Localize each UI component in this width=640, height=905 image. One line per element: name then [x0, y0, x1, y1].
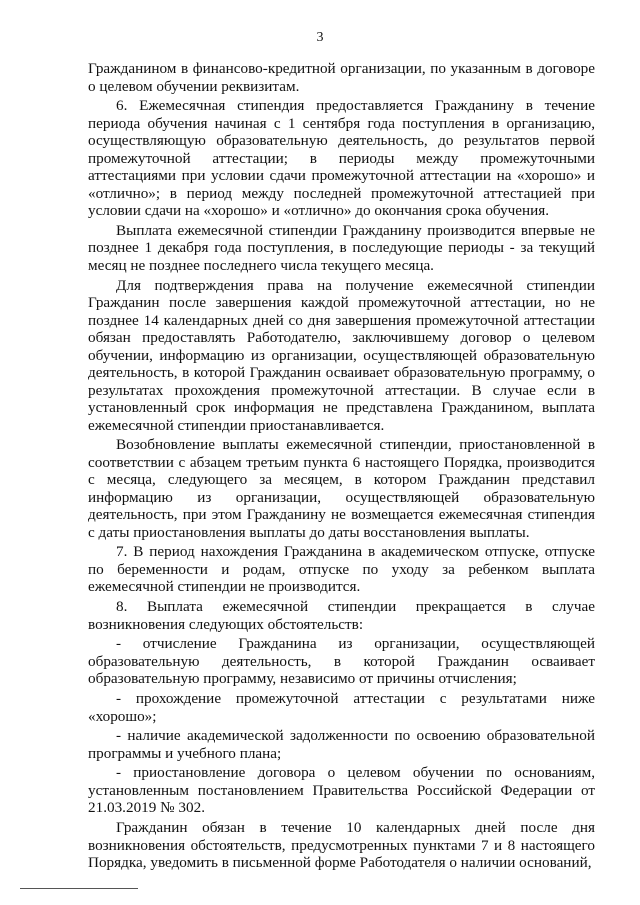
paragraph: 6. Ежемесячная стипендия предоставляется Гражданину в течение периода обучения начиная с 1 сентября года поступления в организацию, осуществляющую образовательную деятельность, до результатов первой промежуточной аттестации; в периоды между промежуточными аттестациями при условии сдачи промежуточной аттестации на «хорошо» и «отлично»; в период между последней промежуточной аттестацией при условии сдачи на «хорошо» и «отлично» до окончания срока обучения. — [88, 97, 595, 220]
paragraph: 7. В период нахождения Гражданина в академическом отпуске, отпуске по беременности и родам, отпуске по уходу за ребенком выплата ежемесячной стипендии не производится. — [88, 543, 595, 596]
paragraph: Гражданином в финансово-кредитной организации, по указанным в договоре о целевом обучении реквизитам. — [88, 60, 595, 95]
document-body — [88, 60, 595, 874]
list-item: - приостановление договора о целевом обучении по основаниям, установленным постановлением Правительства Российской Федерации от 21.03.2019 № 302. — [88, 764, 595, 817]
paragraph: Для подтверждения права на получение ежемесячной стипендии Гражданин после завершения каждой промежуточной аттестации, но не позднее 14 календарных дней со дня завершения промежуточной аттестации обязан предоставлять Работодателю, заключившему договор о целевом обучении, информацию из организации, осуществляющей образовательную деятельность, в которой Гражданин осваивает образовательную программу, о результатах прохождения промежуточной аттестации. В случае если в установленный срок информация не представлена Гражданином, выплата ежемесячной стипендии приостанавливается. — [88, 276, 595, 434]
paragraph: Выплата ежемесячной стипендии Гражданину производится впервые не позднее 1 декабря года поступления, в последующие периоды - за текущий месяц не позднее последнего числа текущего месяца. — [88, 221, 595, 274]
page-number: 3 — [316, 30, 324, 45]
list-item: - прохождение промежуточной аттестации с результатами ниже «хорошо»; — [88, 690, 595, 725]
paragraph: 8. Выплата ежемесячной стипендии прекращается в случае возникновения следующих обстоятельств: — [88, 598, 595, 633]
list-item: - наличие академической задолженности по освоению образовательной программы и учебного плана; — [88, 727, 595, 762]
list-item: - отчисление Гражданина из организации, осуществляющей образовательную деятельность, в которой Гражданин осваивает образовательную программу, независимо от причины отчисления; — [88, 635, 595, 688]
paragraph: Возобновление выплаты ежемесячной стипендии, приостановленной в соответствии с абзацем третьим пункта 6 настоящего Порядка, производится с месяца, следующего за месяцем, в котором Гражданин представил информацию из организации, осуществляющей образовательную деятельность, при этом Гражданину не возмещается ежемесячная стипендия с даты приостановления выплаты до даты восстановления выплаты. — [88, 436, 595, 541]
footer-divider — [20, 888, 138, 889]
paragraph: Гражданин обязан в течение 10 календарных дней после дня возникновения обстоятельств, предусмотренных пунктами 7 и 8 настоящего Порядка, уведомить в письменной форме Работодателя о наличии оснований, — [88, 819, 595, 872]
